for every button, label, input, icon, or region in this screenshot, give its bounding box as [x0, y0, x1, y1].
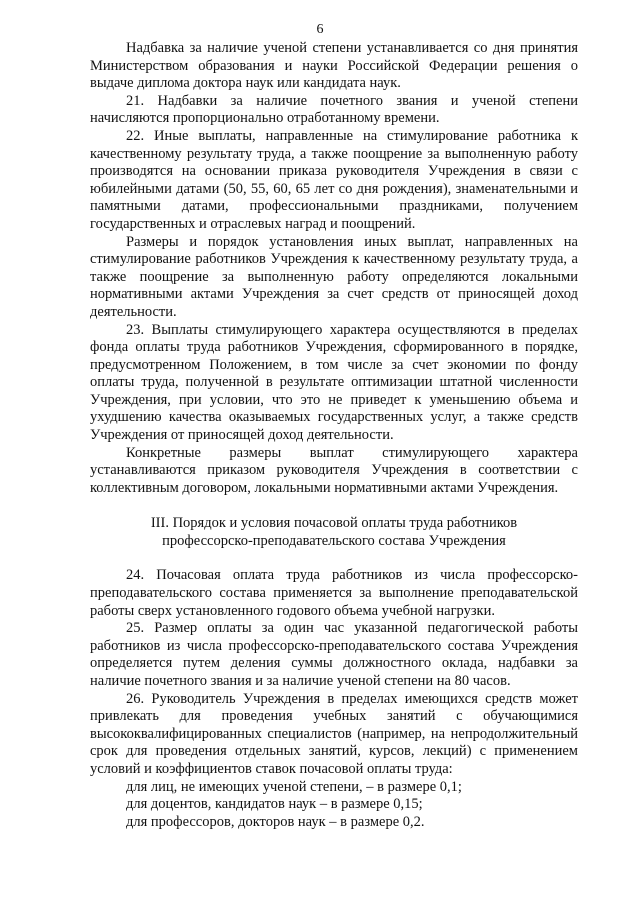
list-item: для доцентов, кандидатов наук – в размере 0,15;	[126, 796, 423, 813]
paragraph: Размеры и порядок установления иных выплат, направленных на стимулирование работников Учреждения к качественному результату труда, а также поощрение за выполненную работу определяются локальными нормативными актами Учреждения за счет средств от приносящей доход деятельности.	[90, 233, 578, 320]
document-body	[90, 40, 578, 831]
paragraph-26: 26. Руководитель Учреждения в пределах имеющихся средств может привлекать для проведения учебных занятий с обучающимися высококвалифицированных специалистов (например, на непродолжительный срок для проведения отдельных занятий, курсов, лекций) с применением условий и коэффициентов ставок почасовой оплаты труда:	[90, 690, 578, 777]
section-heading-line: III. Порядок и условия почасовой оплаты труда работников	[150, 515, 518, 532]
paragraph: Надбавка за наличие ученой степени устанавливается со дня принятия Министерством образования и науки Российской Федерации решения о выдаче диплома доктора наук или кандидата наук.	[90, 40, 578, 92]
section-heading-line: профессорско-преподавательского состава Учреждения	[162, 533, 506, 550]
paragraph-24: 24. Почасовая оплата труда работников из числа профессорско-преподавательского состава применяется за выполнение преподавательской работы сверх установленного годового объема учебной нагрузки.	[90, 567, 578, 619]
paragraph-23: 23. Выплаты стимулирующего характера осуществляются в пределах фонда оплаты труда работников Учреждения, сформированного в порядке, предусмотренном Положением, в том числе за счет экономии по фонду оплаты труда, полученной в результате оптимизации штатной численности Учреждения, при условии, что это не приведет к уменьшению объема и ухудшению качества оказываемых государственных услуг, а также средств Учреждения от приносящей доход деятельности.	[90, 321, 578, 444]
list-item: для лиц, не имеющих ученой степени, – в размере 0,1;	[126, 778, 462, 795]
paragraph: Конкретные размеры выплат стимулирующего характера устанавливаются приказом руководителя Учреждения в соответствии с коллективным договором, локальными нормативными актами Учреждения.	[90, 444, 578, 496]
paragraph-22: 22. Иные выплаты, направленные на стимулирование работника к качественному результату труда, а также поощрение за выполненную работу производятся на основании приказа руководителя Учреждения в связи с юбилейными датами (50, 55, 60, 65 лет со дня рождения), знаменательными и памятными датами, профессиональными праздниками, получением государственных и отраслевых наград и поощрений.	[90, 127, 578, 232]
paragraph-25: 25. Размер оплаты за один час указанной педагогической работы работников из числа профессорско-преподавательского состава Учреждения определяется путем деления суммы должностного оклада, надбавки за наличие почетного звания и за наличие ученой степени на 80 часов.	[90, 620, 578, 689]
paragraph-21: 21. Надбавки за наличие почетного звания и ученой степени начисляются пропорционально отработанному времени.	[90, 92, 578, 127]
list-item: для профессоров, докторов наук – в размере 0,2.	[126, 813, 425, 830]
section-heading	[90, 514, 578, 550]
page-number: 6	[316, 22, 324, 37]
